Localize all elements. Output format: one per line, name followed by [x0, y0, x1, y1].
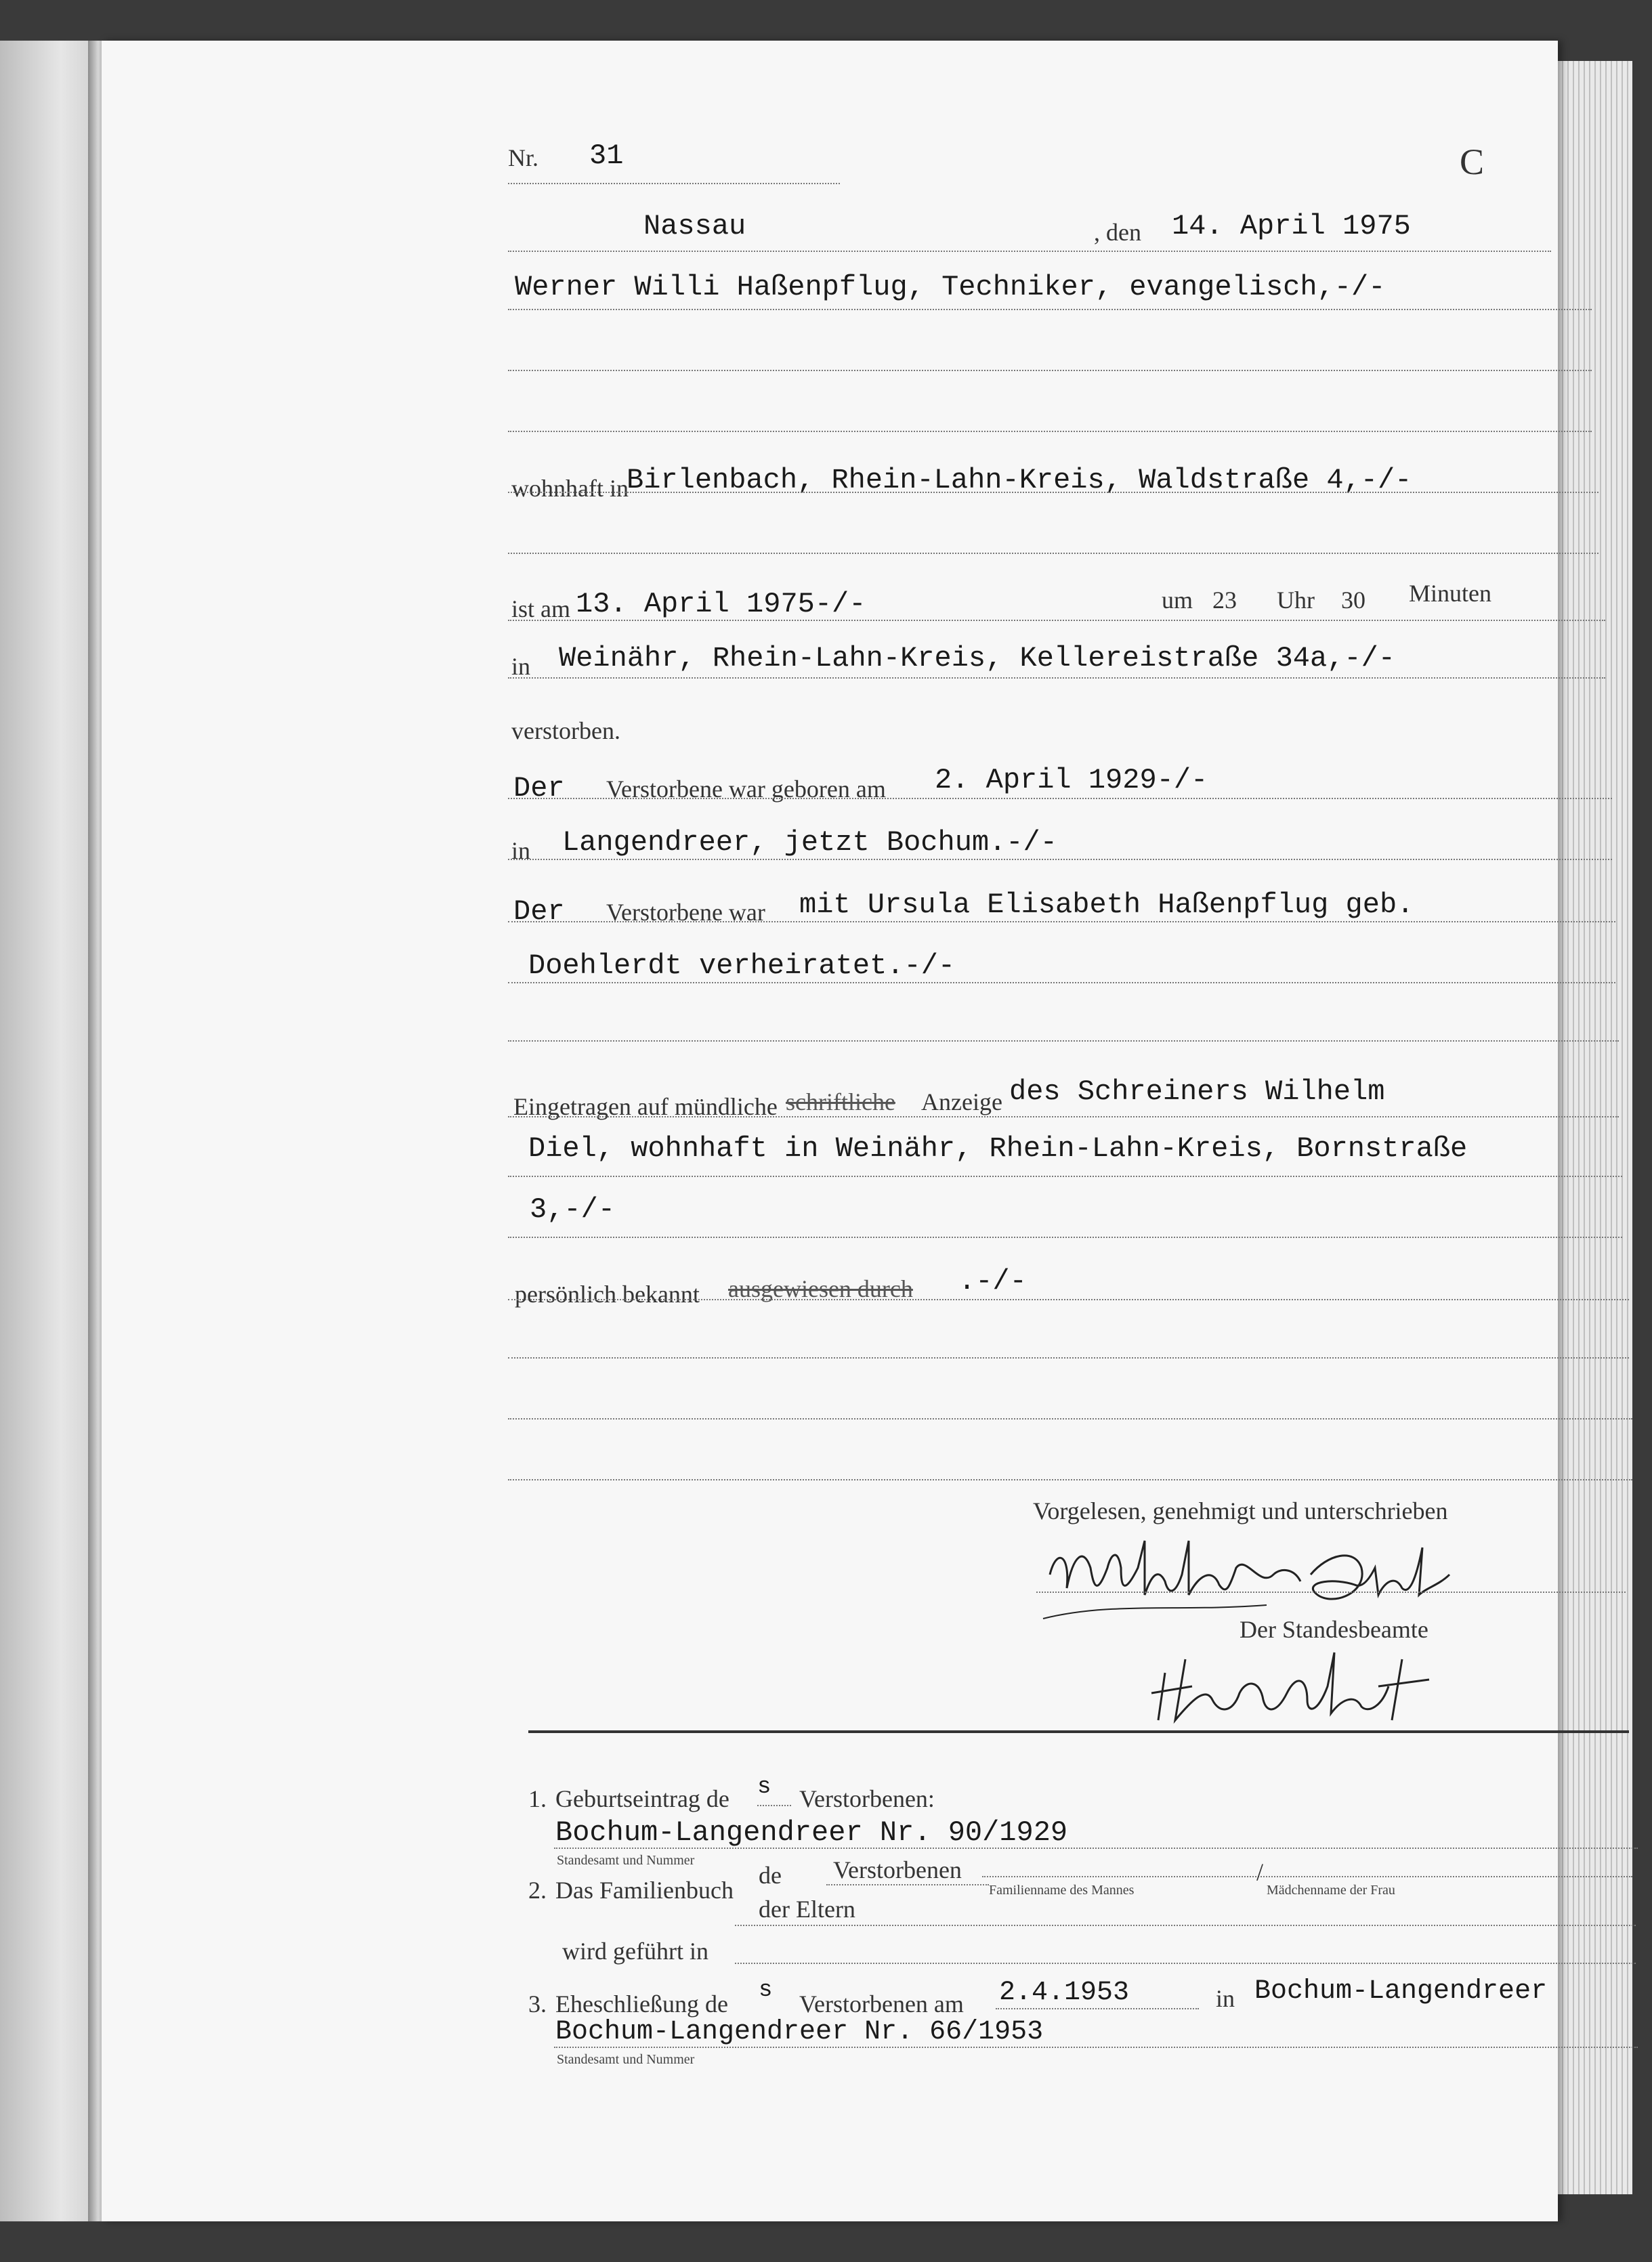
informant-underline-3	[508, 1237, 1622, 1238]
item3-s: s	[759, 1978, 773, 2003]
in-label: in	[511, 653, 531, 680]
familienname-line	[982, 1876, 1632, 1877]
item1-value: Bochum-Langendreer Nr. 90/1929	[555, 1816, 1068, 1849]
informant-underline-1	[508, 1116, 1619, 1117]
wird-underline	[735, 1963, 1636, 1964]
item1-num: 1.	[528, 1785, 547, 1812]
death-place: Weinähr, Rhein-Lahn-Kreis, Kellereistraße 34a,-/-	[559, 642, 1396, 675]
residence-underline	[508, 492, 1598, 493]
spouse-underline-2	[508, 982, 1615, 983]
informant-line-1: des Schreiners Wilhelm	[1009, 1075, 1385, 1108]
place-date-underline	[508, 251, 1551, 252]
death-date: 13. April 1975-/-	[576, 588, 866, 620]
in-label-2: in	[511, 837, 531, 864]
item3-in: in	[1216, 1985, 1235, 2012]
standesamt-label-1: Standesamt und Nummer	[557, 1853, 695, 1868]
verstorben-label: verstorben.	[511, 717, 620, 744]
declarant: Werner Willi Haßenpflug, Techniker, evangelisch,-/-	[515, 271, 1386, 303]
born-label: Verstorbene war geboren am	[606, 775, 886, 803]
item3-label2: Verstorbenen am	[799, 1990, 964, 2018]
item1-label2: Verstorbenen:	[799, 1785, 935, 1812]
struck-ausgewiesen: ausgewiesen durch	[728, 1275, 913, 1302]
footer-divider	[528, 1730, 1629, 1733]
anzeige-label: Anzeige	[921, 1088, 1002, 1115]
nr-label: Nr.	[508, 144, 538, 171]
hour: 23	[1212, 586, 1237, 614]
item1-label: Geburtseintrag de	[555, 1785, 729, 1812]
struck-schriftliche: schriftliche	[786, 1088, 895, 1115]
register-page	[102, 41, 1558, 2221]
uhr-label: Uhr	[1277, 586, 1315, 614]
der-1: Der	[513, 772, 565, 805]
standesamt-label-2: Standesamt und Nummer	[557, 2052, 695, 2067]
item1-s: s	[757, 1774, 771, 1800]
eingetragen-label: Eingetragen auf mündliche	[513, 1093, 778, 1120]
item2-label: Das Familienbuch	[555, 1877, 734, 1904]
informant-line-3: 3,-/-	[530, 1193, 616, 1226]
blank-line-7	[508, 1479, 1632, 1480]
den-label: , den	[1094, 219, 1141, 246]
item2-verstorbenen-underline	[826, 1884, 989, 1885]
blank-line-4	[508, 1040, 1619, 1042]
bekannt-suffix: .-/-	[958, 1265, 1027, 1298]
item1-s-underline	[757, 1805, 791, 1806]
declarant-underline	[508, 309, 1592, 310]
item2-verstorbenen: Verstorbenen	[833, 1856, 962, 1883]
blank-line-3	[508, 553, 1598, 554]
spouse-line-1: mit Ursula Elisabeth Haßenpflug geb.	[799, 889, 1414, 921]
page-stack-edge	[1558, 61, 1632, 2194]
der-2: Der	[513, 895, 565, 928]
item2-blank-line	[735, 1925, 1636, 1926]
death-date-label: ist am	[511, 595, 570, 622]
item3-date-underline	[996, 2008, 1199, 2009]
blank-line-1	[508, 370, 1592, 371]
item3-value: Bochum-Langendreer Nr. 66/1953	[555, 2017, 1044, 2047]
wird-label: wird geführt in	[562, 1938, 708, 1965]
wohnhaft-label: wohnhaft in	[511, 475, 629, 502]
spouse-underline-1	[508, 921, 1615, 922]
entry-date: 14. April 1975	[1172, 210, 1411, 242]
birth-place: Langendreer, jetzt Bochum.-/-	[562, 826, 1057, 859]
death-date-underline	[508, 620, 1605, 621]
item2-de: de	[759, 1862, 782, 1889]
um-label: um	[1162, 586, 1193, 614]
minute: 30	[1341, 586, 1365, 614]
blank-line-5	[508, 1357, 1629, 1359]
residence: Birlenbach, Rhein-Lahn-Kreis, Waldstraße 4,-/-	[627, 464, 1412, 496]
item3-underline	[554, 2047, 1638, 2048]
signature-line-1	[1036, 1592, 1626, 1593]
bekannt-underline	[508, 1299, 1629, 1300]
standesbeamte-label: Der Standesbeamte	[1240, 1616, 1428, 1643]
item1-underline	[554, 1848, 1638, 1849]
birth-date: 2. April 1929-/-	[935, 764, 1208, 796]
married-label: Verstorbene war	[606, 899, 765, 926]
nr-value: 31	[589, 140, 624, 172]
death-place-underline	[508, 677, 1605, 679]
item3-place: Bochum-Langendreer	[1254, 1976, 1548, 2007]
minuten-label: Minuten	[1409, 580, 1491, 607]
birth-date-underline	[508, 798, 1612, 799]
signature-official	[1145, 1646, 1483, 1734]
blank-line-2	[508, 431, 1592, 432]
item2-eltern: der Eltern	[759, 1896, 855, 1923]
left-page-edge	[0, 41, 102, 2221]
familienname-label: Familienname des Mannes	[989, 1883, 1135, 1898]
section-letter: C	[1460, 142, 1485, 182]
nr-underline	[508, 183, 840, 184]
place: Nassau	[643, 210, 746, 242]
maedchenname-label: Mädchenname der Frau	[1267, 1883, 1395, 1898]
spouse-line-2: Doehlerdt verheiratet.-/-	[528, 949, 956, 982]
item2-num: 2.	[528, 1877, 547, 1904]
vorgelesen-label: Vorgelesen, genehmigt und unterschrieben	[1033, 1497, 1448, 1524]
name-slash: /	[1256, 1858, 1264, 1885]
informant-line-2: Diel, wohnhaft in Weinähr, Rhein-Lahn-Kreis, Bornstraße	[528, 1132, 1468, 1165]
informant-underline-2	[508, 1176, 1622, 1177]
item3-date: 2.4.1953	[999, 1978, 1130, 2008]
blank-line-6	[508, 1418, 1632, 1420]
bekannt-label: persönlich bekannt	[515, 1281, 700, 1308]
item3-label: Eheschließung de	[555, 1990, 728, 2018]
item3-num: 3.	[528, 1990, 547, 2018]
birth-place-underline	[508, 859, 1612, 860]
